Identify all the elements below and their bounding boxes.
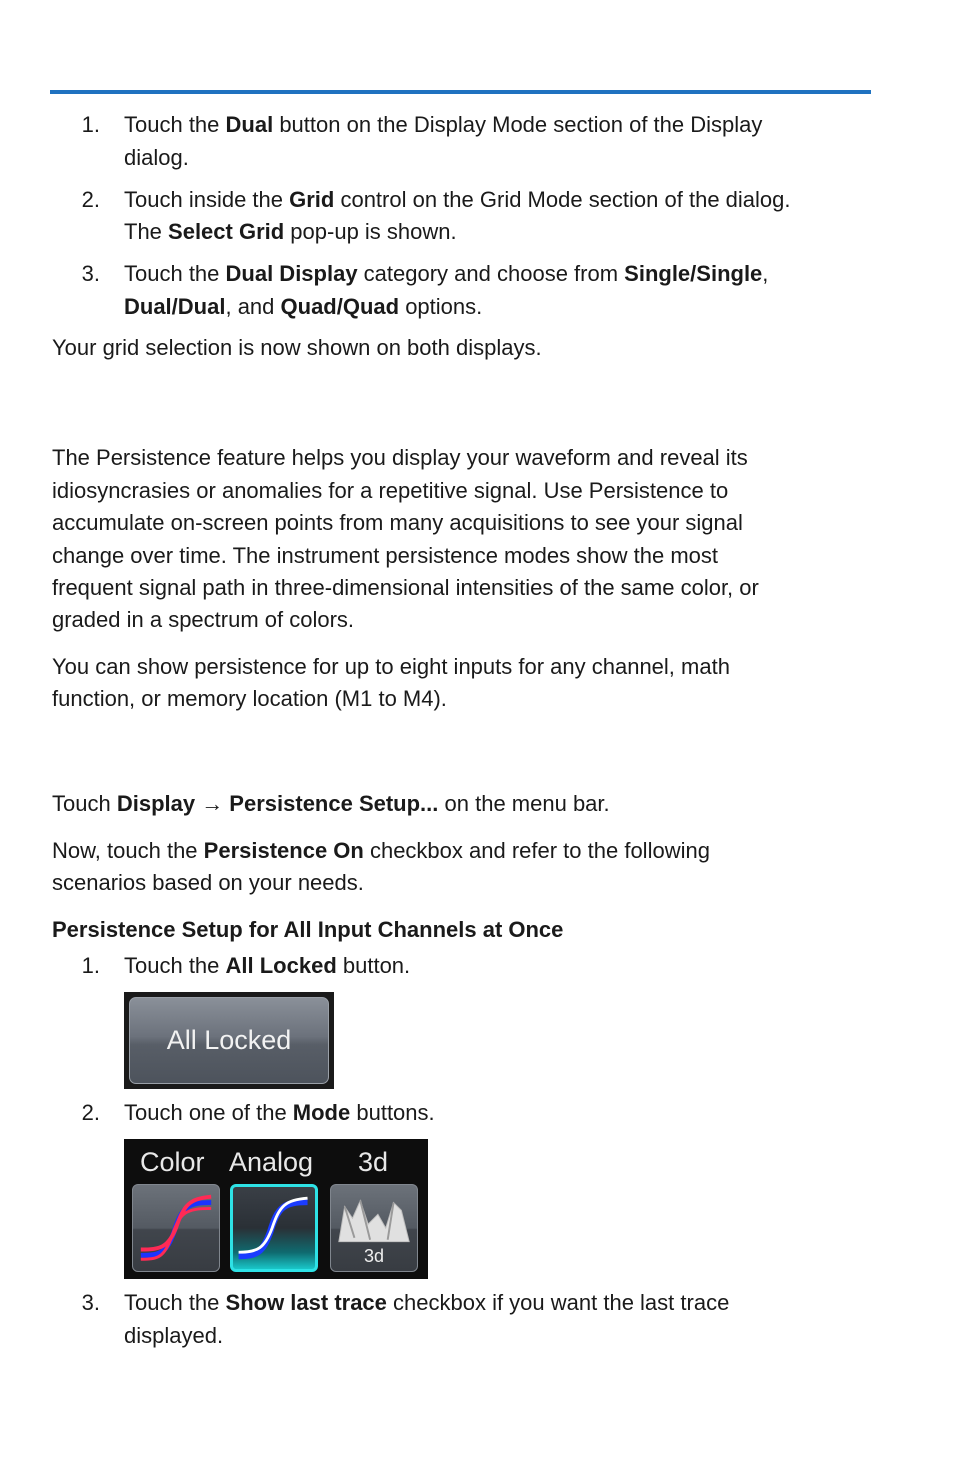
- step-text: Touch the Show last trace checkbox if you want the last trace: [124, 1290, 730, 1315]
- step-text: Touch the Dual button on the Display Mode section of the Display: [124, 112, 763, 137]
- step-number: 2.: [81, 187, 100, 212]
- menu-instruction: Touch Display → Persistence Setup... on the menu bar.: [52, 791, 610, 816]
- paragraph-line: accumulate on-screen points from many acquisitions to see your signal: [52, 510, 743, 535]
- paragraph-line: graded in a spectrum of colors.: [52, 607, 355, 632]
- step-text: Touch inside the Grid control on the Grid Mode section of the dialog.: [124, 187, 791, 212]
- step-number: 3.: [81, 261, 100, 286]
- analog-persistence-icon: [233, 1187, 315, 1269]
- paragraph-line: The Persistence feature helps you display your waveform and reveal its: [52, 445, 748, 470]
- analog-mode-button[interactable]: [230, 1184, 318, 1272]
- mode-buttons-screenshot: [124, 1139, 428, 1279]
- header-rule: [50, 90, 871, 94]
- checkbox-instruction: Now, touch the Persistence On checkbox and refer to the following: [52, 838, 710, 863]
- 3d-mode-sublabel: 3d: [363, 1246, 385, 1266]
- grid-note: Your grid selection is now shown on both displays.: [52, 335, 542, 360]
- step-text: The Select Grid pop-up is shown.: [124, 219, 457, 244]
- subheading: Persistence Setup for All Input Channels at Once: [52, 917, 564, 942]
- paragraph-line: idiosyncrasies or anomalies for a repetitive signal. Use Persistence to: [52, 478, 729, 503]
- mode-label-3d: 3d: [358, 1147, 389, 1177]
- mode-label-color: Color: [140, 1147, 205, 1177]
- step-number: 2.: [81, 1100, 100, 1125]
- 3d-mode-button[interactable]: [330, 1184, 418, 1272]
- checkbox-instruction: scenarios based on your needs.: [52, 870, 364, 895]
- step-text: displayed.: [124, 1323, 224, 1348]
- step-number: 1.: [81, 953, 100, 978]
- all-locked-screenshot: [124, 992, 334, 1089]
- color-persistence-icon: [133, 1185, 219, 1271]
- paragraph-line: change over time. The instrument persistence modes show the most: [52, 543, 719, 568]
- step-text: Dual/Dual, and Quad/Quad options.: [124, 294, 483, 319]
- step-number: 3.: [81, 1290, 100, 1315]
- step-text: Touch one of the Mode buttons.: [124, 1100, 435, 1125]
- step-number: 1.: [81, 112, 100, 137]
- all-locked-button[interactable]: All Locked: [129, 997, 329, 1084]
- paragraph-line: frequent signal path in three-dimensional intensities of the same color, or: [52, 575, 759, 600]
- color-mode-button[interactable]: [132, 1184, 220, 1272]
- paragraph-line: You can show persistence for up to eight inputs for any channel, math: [52, 654, 730, 679]
- step-text: Touch the Dual Display category and choose from Single/Single,: [124, 261, 769, 286]
- step-text: dialog.: [124, 145, 189, 170]
- paragraph-line: function, or memory location (M1 to M4).: [52, 686, 447, 711]
- mode-label-analog: Analog: [229, 1147, 314, 1177]
- step-text: Touch the All Locked button.: [124, 953, 411, 978]
